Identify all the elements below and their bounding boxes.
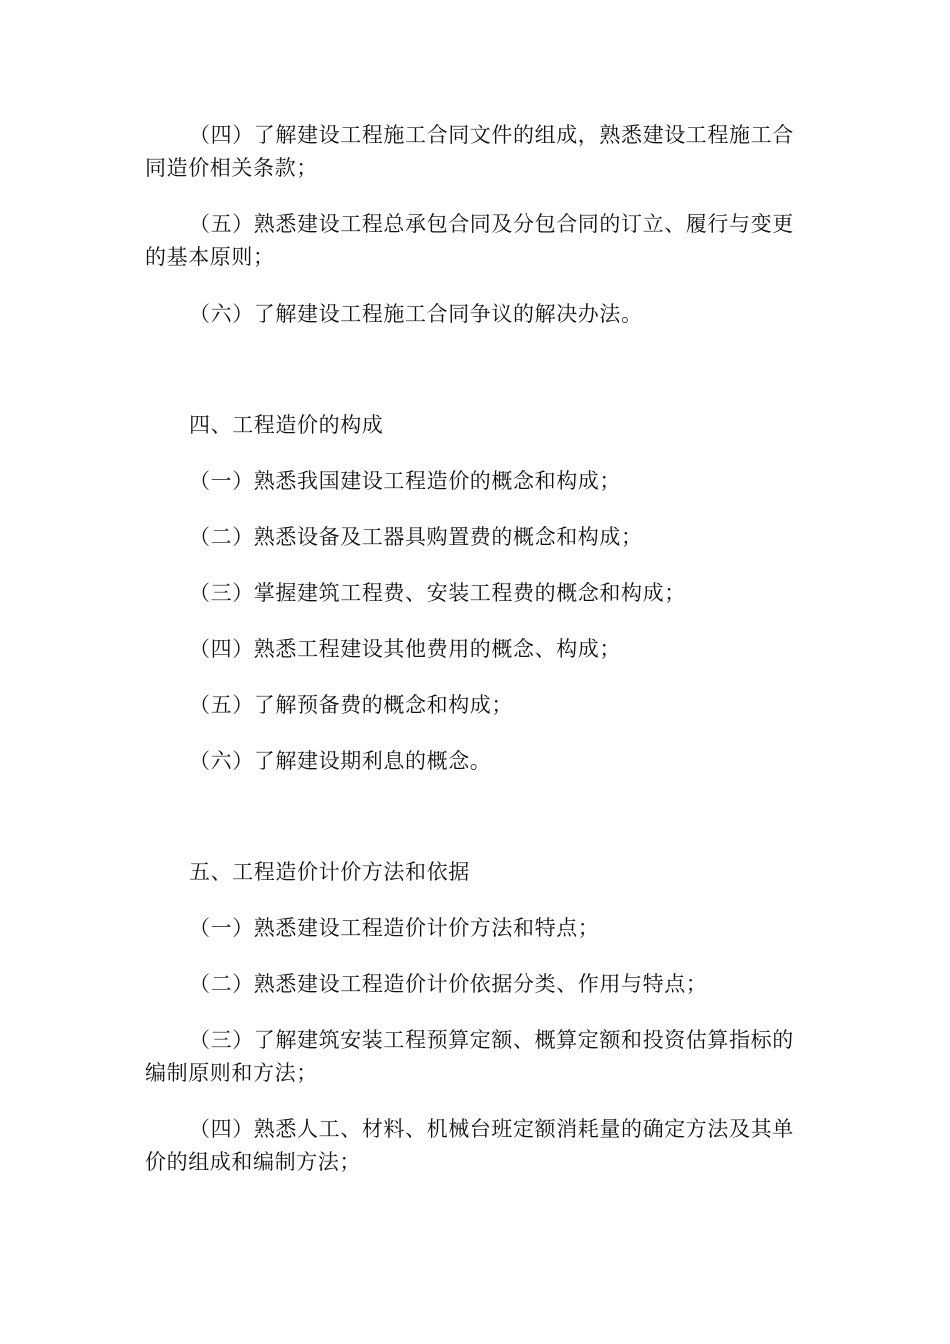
section4-item-5: （五）了解预备费的概念和构成；: [189, 693, 513, 717]
section5-item-2: （二）熟悉建设工程造价计价依据分类、作用与特点；: [189, 972, 708, 996]
section4-item-3: （三）掌握建筑工程费、安装工程费的概念和构成；: [189, 581, 686, 605]
section5-heading: 五、工程造价计价方法和依据: [189, 860, 470, 884]
section4-item-6: （六）了解建设期利息的概念。: [189, 749, 492, 773]
section3-item-6: （六）了解建设工程施工合同争议的解决办法。: [189, 302, 643, 326]
section5-item-3: （三）了解建筑安装工程预算定额、概算定额和投资估算指标的编制原则和方法；: [145, 1028, 794, 1085]
section4-item-2: （二）熟悉设备及工器具购置费的概念和构成；: [189, 525, 643, 549]
section4-heading: 四、工程造价的构成: [189, 413, 384, 437]
section3-item-4: （四）了解建设工程施工合同文件的组成，熟悉建设工程施工合同造价相关条款；: [145, 123, 794, 180]
section5-item-4: （四）熟悉人工、材料、机械台班定额消耗量的确定方法及其单价的组成和编制方法；: [145, 1117, 794, 1174]
section4-item-1: （一）熟悉我国建设工程造价的概念和构成；: [189, 469, 621, 493]
section4-item-4: （四）熟悉工程建设其他费用的概念、构成；: [189, 637, 621, 661]
section3-item-5: （五）熟悉建设工程总承包合同及分包合同的订立、履行与变更的基本原则；: [145, 212, 794, 269]
section5-item-1: （一）熟悉建设工程造价计价方法和特点；: [189, 916, 600, 940]
